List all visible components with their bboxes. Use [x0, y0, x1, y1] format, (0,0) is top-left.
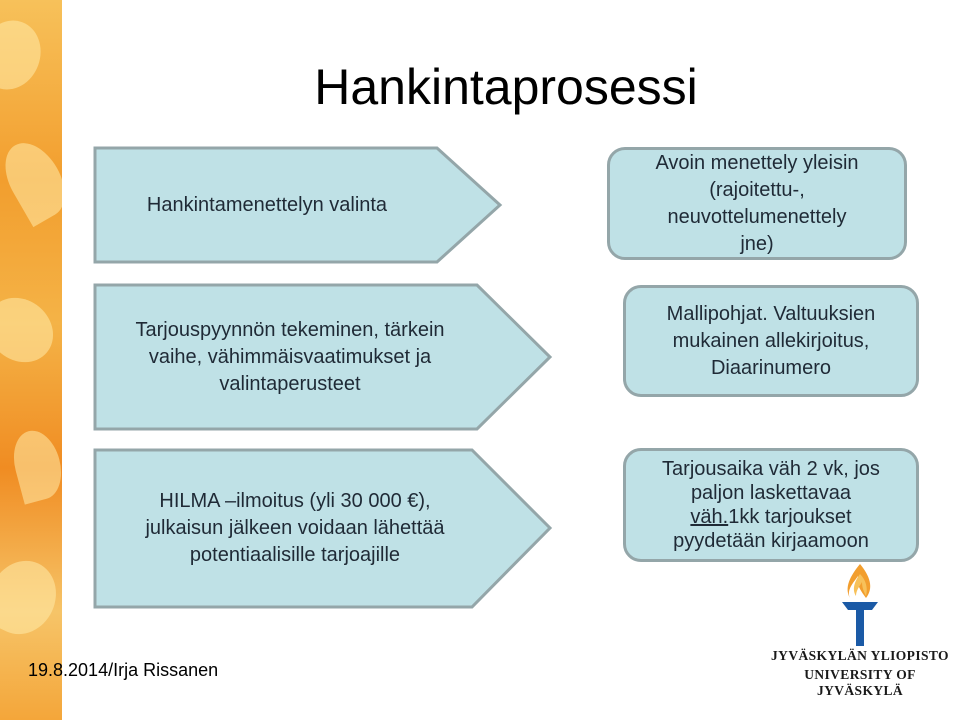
step-3-line: potentiaalisille tarjoajille — [189, 544, 401, 566]
step-arrow-3 — [92, 447, 554, 610]
step-3-line: julkaisun jälkeen voidaan lähettää — [145, 517, 445, 539]
note-3-line: paljon laskettavaa — [690, 482, 852, 504]
note-3-underlined: väh. — [690, 506, 729, 528]
note-3-line — [662, 505, 880, 529]
note-box-1 — [607, 147, 907, 260]
step-arrow-2 — [92, 282, 554, 432]
note-2-line: Diaarinumero — [710, 356, 832, 379]
page-title: Hankintaprosessi — [314, 59, 698, 115]
note-1-line: Avoin menettely yleisin — [655, 151, 859, 174]
note-box-2 — [623, 285, 919, 397]
footer-date-author: 19.8.2014/Irja Rissanen — [28, 660, 219, 680]
university-name-en: UNIVERSITY OF JYVÄSKYLÄ — [804, 667, 916, 698]
note-3-line: pyydetään kirjaamoon — [673, 530, 869, 552]
step-2-line: vaihe, vähimmäisvaatimukset ja — [148, 345, 432, 368]
step-arrow-1 — [92, 145, 504, 265]
note-2-line: mukainen allekirjoitus, — [672, 329, 870, 352]
note-3-after-underline: 1kk tarjoukset — [728, 506, 852, 528]
torch-logo-icon — [836, 562, 884, 650]
note-1-line: (rajoitettu-, — [709, 178, 805, 201]
step-3-line: HILMA –ilmoitus (yli 30 000 €), — [159, 490, 431, 512]
step-1-line: Hankintamenettelyn valinta — [146, 193, 388, 216]
note-box-3 — [623, 448, 919, 562]
step-text-1 — [102, 145, 432, 265]
note-3-line: Tarjousaika väh 2 vk, jos — [662, 458, 880, 480]
note-2-line: Mallipohjat. Valtuuksien — [666, 302, 876, 325]
university-name-fi: JYVÄSKYLÄN YLIOPISTO — [771, 648, 949, 663]
step-text-2 — [100, 282, 480, 432]
step-2-line: valintaperusteet — [219, 372, 361, 395]
step-2-line: Tarjouspyynnön tekeminen, tärkein — [135, 318, 445, 341]
note-1-line: jne) — [740, 232, 774, 255]
note-1-line: neuvottelumenettely — [667, 205, 847, 228]
step-text-3 — [100, 447, 490, 610]
